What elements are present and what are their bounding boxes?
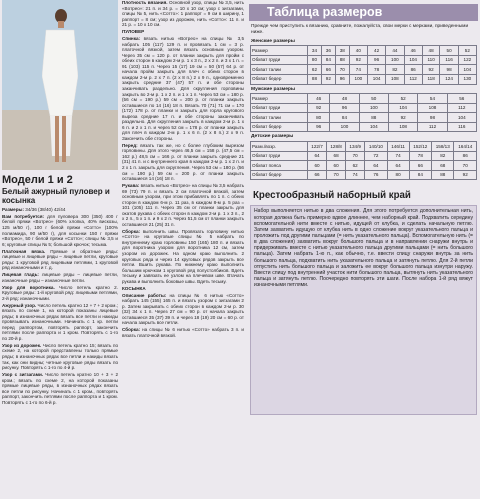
row-label: Обхват груди [251, 151, 308, 161]
paragraph [122, 183, 244, 227]
table-cell: 122 [458, 55, 476, 65]
table-cell: 60 [327, 161, 346, 171]
paragraph [122, 327, 244, 338]
paragraph-heading: Лицевая гладь: [2, 272, 39, 278]
size-tables [249, 39, 478, 181]
paragraph-heading: Ажурный узор. [2, 302, 37, 308]
paragraph [122, 293, 244, 326]
table-cell: 112 [404, 74, 422, 84]
paragraph [122, 0, 244, 28]
table-row [251, 103, 477, 113]
row-label: Размер [251, 46, 308, 56]
table-cell: 46 [404, 46, 422, 56]
table-cell: 88 [335, 55, 349, 65]
table-cell: 88 [432, 170, 454, 180]
table-cell: 164/14 [454, 141, 477, 151]
table-cell: 74 [387, 151, 409, 161]
table-cell: 92 [422, 65, 440, 75]
cross-cast-on-text: Набор выполняется нитью в два сложения. Для этого потребуется дополнительная нить, которая должна быть примерно вдвое длиннее, чем наборный край. Подхватить середину вспомогательной нити вместе с нитью, идущей от клубка, и сделать начальную петлю. Затем захватить идущую от клубка нить в одно сложение вокруг указательного пальца и проложить под другими пальцами (= нить указательного пальца). Вспомогательную нить (= в два сложения) захватить вокруг большого пальца и в направлении снаружи внутрь и придерживать вместе с нитью указательного пальца другими пальцами (= нить большого пальца). Затем набрать 1-ю п., как обычно, т.е. ввести спицу снаружи внутрь за нить большого пальца, подхватить нить указательного пальца и затянуть петлю. Для 2-й петли отпустить нить большого пальца и заложить ее вокруг большого пальца изнутри наружу. Ввести спицу под внутренний участок нити большого пальца, вытянуть нить указательного пальца и затянуть петлю. Поочередно повторять эти шаги. После набора 1-й ряд вяжут изнаночными петлями. [254, 208, 473, 289]
paragraph-text: на спицы № 6 нитью «Сотто» набрать 3 п. и вязать платочной вязкой. [122, 327, 244, 338]
table-row [251, 55, 477, 65]
table-cell: 78 [409, 151, 431, 161]
paragraph-text: вязать так же, но с более глубоким вырезом горловины. Для этого через 46,5 см = 158 р. (47,5 см = 162 р.) 48,5 см = 166 р. от планки закрыть средние 21 (31) 41 п. и с внутреннего края в каждом 2-м р. 1 х 2 п. и 2 х 1 п. закрыть для скругления. Через 53 см = 180 р. (56 см = 190 р.) 59 см = 200 р. от планки закрыть оставшиеся 14 (16) 18 п. [122, 142, 244, 182]
size-table-banner: Таблица размеров [249, 4, 478, 21]
paragraph [2, 343, 118, 371]
table-cell: 146/11 [387, 141, 409, 151]
size-table [250, 93, 477, 132]
paragraph-heading: Рукава: [122, 183, 140, 189]
table-cell: 40 [349, 46, 367, 56]
col1-paragraphs [2, 207, 118, 405]
table-cell: 52 [388, 94, 417, 104]
table-cell: 108 [388, 122, 417, 132]
table-cell: 116 [440, 55, 458, 65]
model-figure-image [42, 6, 78, 166]
column-left [2, 0, 118, 499]
paragraph-text: вязать нитью «Вотрео» на спицы № 3,5 набрать 69 (73) 79 п. и вязать 2 см платочной вязкой, затем основным узором, при этом прибавлять по 1 п. с обеих сторон в каждом 6-м р. 11 раз, в каждом 8-м р. 5 раз = 101 (105) 111 п. Через 35 см от планки закрыть для окатов рукава с обеих сторон в каждом 2-м р. 1 х 3 п., 2 х 2 п., 5 х 1 п. и 9 х 2 п. Через 51,5 см от планки закрыть оставшиеся 21 (25) 31 п. [122, 183, 244, 227]
table-cell: 68 [432, 161, 454, 171]
table-cell: 152/12 [409, 141, 431, 151]
paragraph-heading: КОСЫНКА [122, 285, 146, 291]
table-row [251, 151, 477, 161]
size-table-intro: Прежде чем приступить к вязанию, сравните, пожалуйста, свои мерки с мерками, приведенными ниже. [251, 24, 469, 35]
table-cell: 64 [365, 161, 387, 171]
table-row [251, 141, 477, 151]
table-cell: 62 [308, 65, 322, 75]
table-cell: 74 [349, 65, 367, 75]
paragraph-heading: Узор с зигзагами. [2, 372, 44, 378]
table-cell: 110 [422, 55, 440, 65]
table-row [251, 113, 477, 123]
table-cell: 48 [330, 94, 359, 104]
paragraph-heading: Узор для воротника. [2, 284, 55, 290]
paragraph [122, 36, 244, 141]
paragraph-heading: ПУЛОВЕР [122, 29, 145, 35]
table-cell: 66 [409, 161, 431, 171]
paragraph [2, 272, 118, 283]
table-cell: 82 [386, 65, 404, 75]
paragraph-text: вязать нитью «Вотрео» на спицы № 3,5 набрать 105 (117) 129 п. и провязать 1 см = 3 р. платочной вязкой, затем вязать основным узором. Через 35 см = 120 р. от планки закрыть для пройм с обеих сторон в каждом 2-м р. 1 х 3 п., 2 х 2 п. и 3 х 1 п. = 91 (103) 115 п. Через 15 (17) 19 см = 50 (57) 64 р. от начала пройм закрыть для плеч с обеих сторон в каждом 2-м р. 2 х 7 п. (2 х 8 п.) 2 х 9 п., одновременно закрыть средние 37 (47) 57 п. и обе стороны заканчивать раздельно. Для скругления горловины закрыть во 2-м р. 1 х 2 п. и 1 х 1 п. Через 53 см = 180 р. (56 см = 190 р.) 59 см = 200 р. от планки закрыть оставшиеся по 14 (16) 18 п. Вязать 70 (71) 71 см = 170 (172) 178 р. от планки и закрыть для горла кругового выреза средние 17 п. и обе стороны заканчивать раздельно. Для скругления закрыть в каждом 2-м р. 1 х 6 п. и 2 х 1 п. и через 52 см = 178 р. от планки закрыть для плеч в каждом 2-м р. 1 х 6 п. (2 х 8 п.) 2 х 9 п. Закончить обе стороны. [122, 36, 244, 141]
table-cell: 54 [418, 94, 447, 104]
table-cell: 104 [404, 55, 422, 65]
table-cell: 100 [330, 122, 359, 132]
table-cell: 104 [458, 65, 476, 75]
table-cell: 70 [454, 161, 477, 171]
table-cell: 96 [330, 103, 359, 113]
table-cell: 104 [367, 74, 385, 84]
table-cell: 42 [367, 46, 385, 56]
paragraph-text: Число петель кратно 15; вязать по схеме 2, на которой представлены только прямые ряды; в изнаночных рядах все петли и накиды вязать так, как они видны; четные круговые ряды вязать по рисунку. Повторять с 1-го по 4-й р. [2, 342, 118, 371]
table-cell: 92 [308, 103, 330, 113]
paragraph [2, 372, 118, 405]
table-cell: 122/7 [308, 141, 327, 151]
paragraph-heading: Узор из дорожек. [2, 342, 42, 348]
paragraph-text: на спицы № 6 нитью «Сотто» набрать 145 (155) 165 п. и вязать узором с зигзагами 2 р. Затем закрывать с обеих сторон в каждом 2-м р. 30 (32) 34 х 1 п. Через 27 см = 90 р. от начала закрыть оставшиеся 35 (37) 39 п. и через 18 (19) 20 см = 60 р. от начала закрыть все петли. [122, 292, 244, 326]
table-cell: 78 [367, 65, 385, 75]
table-cell: 66 [321, 65, 335, 75]
table-cell: 72 [365, 151, 387, 161]
table-row [251, 94, 477, 104]
table-cell: 134/9 [346, 141, 365, 151]
model-title: Модели 1 и 2 [2, 174, 73, 186]
table-cell: 84 [321, 55, 335, 65]
table-cell: 104 [388, 103, 417, 113]
table-cell: 84 [330, 113, 359, 123]
table-row [251, 122, 477, 132]
cross-cast-on-box [250, 205, 477, 415]
table-cell: 70 [327, 170, 346, 180]
table-cell: 68 [327, 151, 346, 161]
model-subtitle: Белый ажурный пуловер и косынка [2, 187, 110, 205]
table-cell: 84 [409, 170, 431, 180]
table-cell: 128/8 [327, 141, 346, 151]
table-cell: 108 [386, 74, 404, 84]
table-cell: 74 [346, 170, 365, 180]
paragraph-text: Число петель кратно 12 + 7 + 2 кром.; вязать по схеме 1, на которой показаны лицевые ряды; в изнаночных рядах вязать все петли и накиды провязывать изнаночными. Начинать с 1 кр. петли перед раппортом, повторять раппорт, закончить петлями после раппорта и 1 кром. Повторять с 1-го по 20-й р. [2, 302, 118, 341]
table-cell: 48 [422, 46, 440, 56]
paragraph [2, 303, 118, 342]
table-cell: 50 [359, 94, 388, 104]
table-cell: 96 [308, 122, 330, 132]
table-cell: 88 [359, 113, 388, 123]
size-table [250, 45, 477, 84]
table-cell: 124 [440, 74, 458, 84]
paragraph-heading: Перед: [122, 142, 138, 148]
table-cell: 140/10 [365, 141, 387, 151]
table-row [251, 170, 477, 180]
table-cell: 98 [440, 65, 458, 75]
table-cell: 64 [308, 151, 327, 161]
paragraph-heading: Сборка: [122, 228, 141, 234]
paragraph-heading: Сборка: [122, 327, 141, 333]
table-row [251, 74, 477, 84]
row-label: Обхват бедер [251, 74, 308, 84]
section-title [122, 286, 244, 292]
table-cell: 46 [308, 94, 330, 104]
table-cell: 62 [346, 161, 365, 171]
table-row [251, 161, 477, 171]
table-cell: 92 [321, 74, 335, 84]
paragraph-text: Прямые и обратные ряды: лицевые и лицевые ряды – лицевые петли, круговые ряды: 1 круговой ряд лицевыми петлями, 1 круговой ряд изнаночными и т. д. [2, 248, 118, 271]
table-cell: 66 [308, 170, 327, 180]
row-label: Обхват талии [251, 65, 308, 75]
table-cell: 96 [367, 55, 385, 65]
paragraph-text: Число петель кратно 2. Круговые ряды: 1-й круговой ряд: лицевыми петлями, 2-й ряд: изнаночными. [2, 284, 118, 301]
table-cell: 76 [365, 170, 387, 180]
paragraph-text: Основной узор, спицы № 3,5, нить «Вотрео»: 21 п. и 34 р. = 10 х 10 см; узор с зигзагами, спицы № 5, нить «Сотто»: 1 раппорт = 9 см в ширину, 1 раппорт = 8 см; узор из дорожек, нить «Сотто»: 11 п. и 21 р. = 10 х 10 см. [122, 0, 244, 28]
table-cell: 52 [458, 46, 476, 56]
paragraph-text: 34/36 (38/40) 42/44 [24, 207, 66, 212]
paragraph [2, 285, 118, 302]
table-cell: 44 [386, 46, 404, 56]
table-cell: 56 [447, 94, 476, 104]
paragraph-heading: Описание работы: [122, 292, 167, 298]
table-cell: 88 [308, 74, 322, 84]
table-cell: 50 [440, 46, 458, 56]
table-cell: 92 [388, 113, 417, 123]
table-cell: 38 [335, 46, 349, 56]
paragraph [2, 214, 118, 247]
row-label: Размер [251, 94, 308, 104]
table-cell: 80 [387, 170, 409, 180]
paragraph-heading: Плотность вязания. [122, 0, 168, 5]
row-label: Обхват груди [251, 55, 308, 65]
table-cell: 112 [447, 103, 476, 113]
paragraph-text: выполнить швы. Провязать горловину нитью «Сотто» на круговые спицы № 5 набрать по внутреннему краю горловины 150 (165) 180 п. и вязать для воротника узором для воротника 12 см, затем узором из дорожек. На одном краю выполнить 2 круговых ряда и через 14 круговых рядов закрыть все петли. Вшить рукава. По нижнему краю выполнить большим крючком 1 круговой ряд полустолбиков. Вдеть тесьму и завязать ее узлом на плечевом шве. Втачать рукава и выполнить боковые швы. Вдеть тесьму. [122, 228, 244, 284]
table-cell: 104 [359, 122, 388, 132]
col2-paragraphs [122, 0, 244, 338]
paragraph-text: Число петель кратно 10 + 3 + 2 кром.; вязать по схеме 2, на которой показаны прямые лицевые ряды, в изнаночных рядах вязать все петли по рисунку. Начинать с 1 кром., повторять раппорт, закончить петлями после раппорта и 1 кром. Повторять с 1-го по 6-й р. [2, 372, 118, 405]
paragraph [122, 229, 244, 284]
table-cell: 158/13 [432, 141, 454, 151]
row-label: Обхват талии [251, 113, 308, 123]
table-cell: 64 [387, 161, 409, 171]
table-row [251, 65, 477, 75]
size-table [250, 141, 477, 180]
table-caption: Женские размеры [251, 38, 295, 44]
table-cell: 98 [418, 113, 447, 123]
table-cell: 130 [458, 74, 476, 84]
table-cell: 34 [308, 46, 322, 56]
row-label: Обхват бедер [251, 170, 308, 180]
table-cell: 80 [308, 55, 322, 65]
table-cell: 112 [418, 122, 447, 132]
paragraph-heading: Спинка: [122, 36, 141, 42]
cross-cast-on-title: Крестообразный наборный край [253, 190, 411, 202]
table-caption: Детские размеры [251, 134, 294, 140]
table-cell: 116 [447, 122, 476, 132]
table-cell: 108 [418, 103, 447, 113]
section-title [122, 29, 244, 35]
paragraph [122, 143, 244, 182]
table-caption: Мужские размеры [251, 86, 296, 92]
paragraph-text: лицевые ряды – лицевые петли, изнаночные ряды – изнаночные петли. [2, 272, 118, 283]
table-cell: 82 [432, 151, 454, 161]
table-cell: 92 [349, 55, 367, 65]
table-cell: 92 [454, 170, 477, 180]
row-label: Обхват груди [251, 103, 308, 113]
paragraph [2, 207, 118, 213]
column-middle [122, 0, 244, 499]
row-label: Обхват пояса [251, 161, 308, 171]
table-cell: 86 [404, 65, 422, 75]
table-cell: 96 [335, 74, 349, 84]
model-photo [2, 0, 118, 170]
table-cell: 86 [454, 151, 477, 161]
paragraph-heading: Платочная вязка. [2, 248, 46, 254]
column-right [249, 0, 478, 499]
table-cell: 70 [335, 65, 349, 75]
table-cell: 70 [346, 151, 365, 161]
row-label: Разм./возр. [251, 141, 308, 151]
table-cell: 100 [349, 74, 367, 84]
table-cell: 100 [359, 103, 388, 113]
table-cell: 104 [447, 113, 476, 123]
table-cell: 80 [308, 113, 330, 123]
paragraph-text: для пуловера 300 (350) 400 г белой пряжи «Вотрео» (60% хлопка, 40% вискозы, 125 м/50 г), 100 г белой пряжи «Сотто» (100% полиамида, 90 м/50 г), для косынки 150 г пряжи «Вотрео», 50 г белой пряжи «Сотто»; спицы № 3,5 и 6; круговые спицы № 5; большой крючок; тесьма. [2, 213, 118, 247]
paragraph [2, 249, 118, 271]
row-label: Обхват бедер [251, 122, 308, 132]
table-cell: 36 [321, 46, 335, 56]
table-row [251, 46, 477, 56]
table-cell: 118 [422, 74, 440, 84]
paragraph-heading: Вам потребуется: [2, 213, 45, 219]
table-cell: 60 [308, 161, 327, 171]
table-cell: 100 [386, 55, 404, 65]
paragraph-heading: Размеры: [2, 207, 24, 212]
